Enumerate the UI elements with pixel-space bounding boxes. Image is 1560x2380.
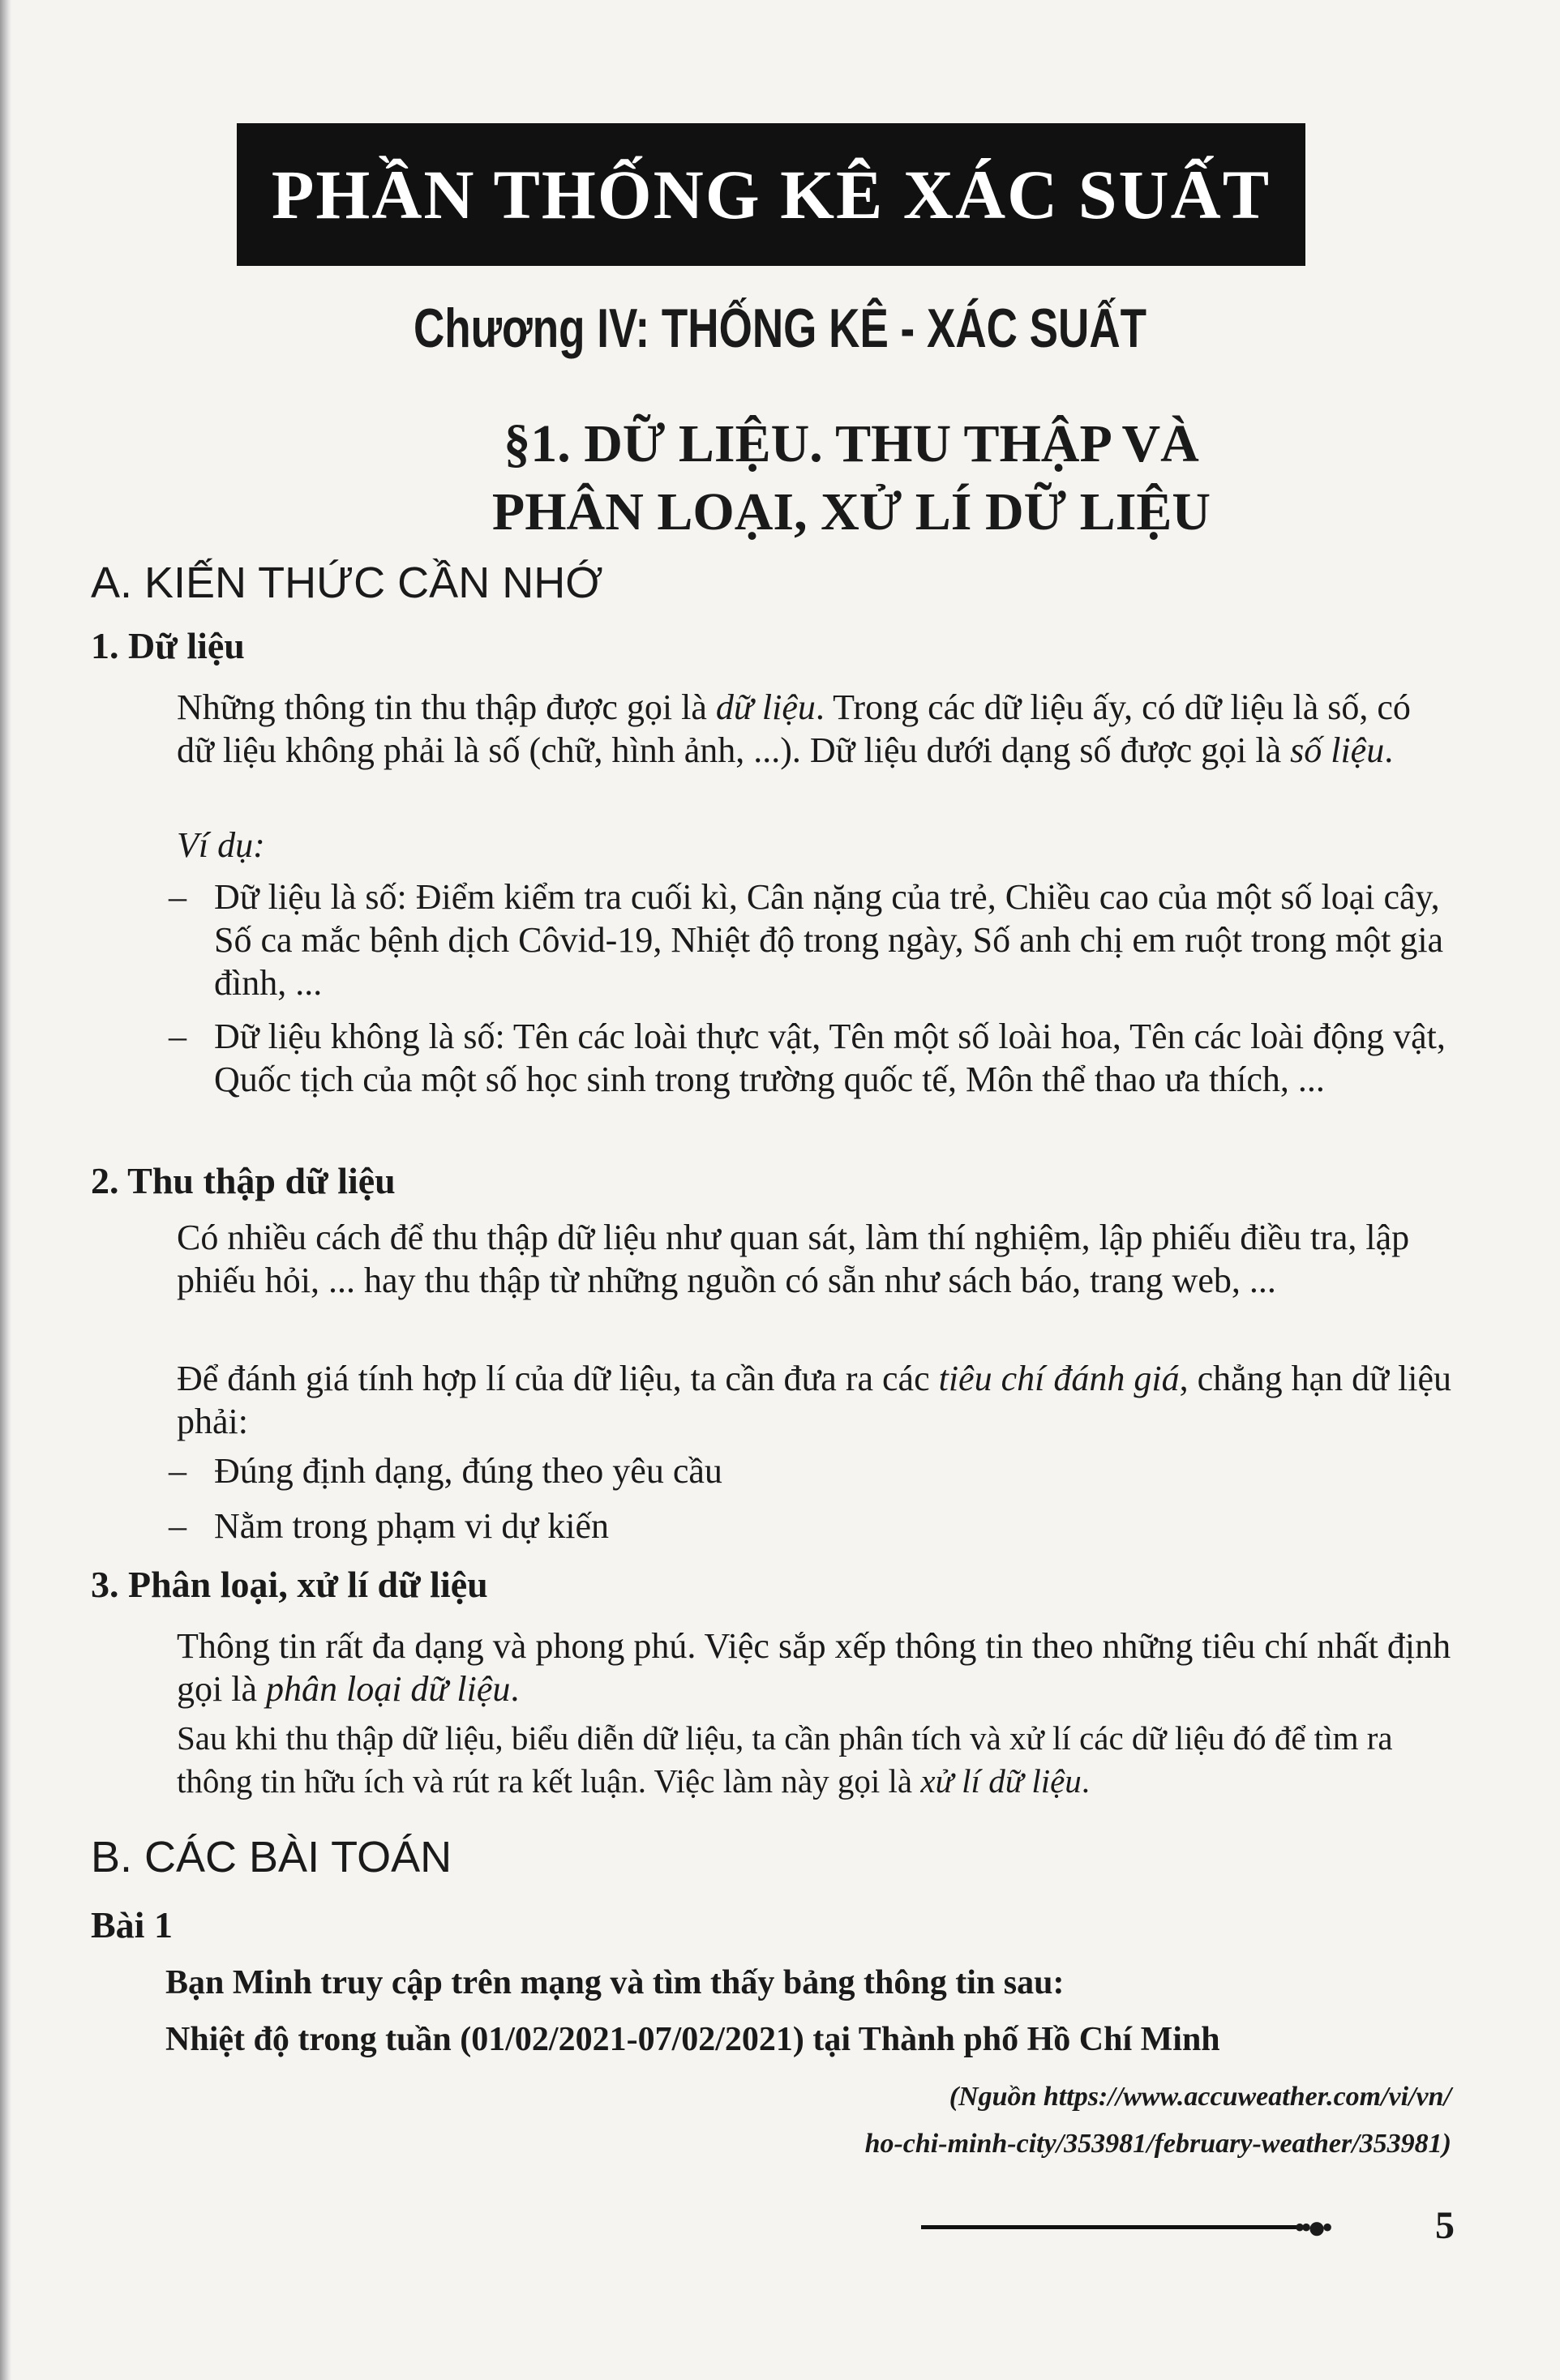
example-label-text: Ví dụ: <box>177 825 265 865</box>
s3-p2-end: . <box>1081 1762 1091 1800</box>
s3-p1-text: Thông tin rất đa dạng và phong phú. Việc sắp xếp thông tin theo những tiêu chí nhất định gọi là <box>177 1626 1451 1709</box>
s3-p1-term: phân loại dữ liệu <box>265 1669 511 1709</box>
example-item-numeric-text: Dữ liệu là số: Điểm kiểm tra cuối kì, Cân nặng của trẻ, Chiều cao của một số loại cây, Số ca mắc bệnh dịch Côvid-19, Nhiệt độ trong ngày, Số anh chị em ruột trong một gia đình, ... <box>214 877 1444 1003</box>
lesson-title <box>324 410 1378 546</box>
example-label <box>177 824 1451 867</box>
criteria-item-format <box>169 1449 1458 1492</box>
lesson-title-line2: PHÂN LOẠI, XỬ LÍ DỮ LIỆU <box>491 482 1211 541</box>
lesson-title-line1: §1. DỮ LIỆU. THU THẬP VÀ <box>504 414 1199 473</box>
bai1-source-line1: (Nguồn https://www.accuweather.com/vi/vn/ <box>949 2082 1451 2112</box>
s2-p2-end: , chẳng hạn dữ liệu phải: <box>177 1359 1451 1441</box>
s1-heading: 1. Dữ liệu <box>91 625 245 666</box>
criteria-item-format-text: Đúng định dạng, đúng theo yêu cầu <box>214 1451 722 1491</box>
example-item-non-numeric <box>169 1015 1458 1101</box>
s2-p2-term: tiêu chí đánh giá <box>938 1359 1180 1398</box>
bai1-source-line2: ho-chi-minh-city/353981/february-weather/353981) <box>864 2129 1451 2159</box>
s1-p1-end: . <box>1384 730 1394 770</box>
footer-ornament: ••●• <box>1294 2209 1329 2245</box>
bai1-line2: Nhiệt độ trong tuần (01/02/2021-07/02/2021) tại Thành phố Hồ Chí Minh <box>165 2021 1220 2058</box>
bai1-line1: Bạn Minh truy cập trên mạng và tìm thấy bảng thông tin sau: <box>165 1964 1065 2001</box>
section-b-heading: B. CÁC BÀI TOÁN <box>91 1833 452 1881</box>
example-item-numeric <box>169 875 1458 1004</box>
criteria-item-range-text: Nằm trong phạm vi dự kiến <box>214 1506 609 1546</box>
dash-bullet: – <box>169 1451 186 1491</box>
dash-bullet: – <box>169 1506 186 1546</box>
section-a-heading: A. KIẾN THỨC CẦN NHỚ <box>91 559 603 607</box>
s3-paragraph1 <box>177 1624 1451 1710</box>
page-number: 5 <box>1435 2204 1455 2247</box>
s3-p2-text: Sau khi thu thập dữ liệu, biểu diễn dữ liệu, ta cần phân tích và xử lí các dữ liệu đó để tìm ra thông tin hữu ích và rút ra kết luận. Việc làm này gọi là <box>177 1719 1393 1800</box>
example-item-non-numeric-text: Dữ liệu không là số: Tên các loài thực vật, Tên một số loài hoa, Tên các loài động vật, Quốc tịch của một số học sinh trong trường quốc tế, Môn thể thao ưa thích, ... <box>214 1017 1446 1099</box>
s3-heading: 3. Phân loại, xử lí dữ liệu <box>91 1564 488 1605</box>
s3-p1-end: . <box>510 1669 520 1709</box>
footer-rule <box>921 2225 1302 2229</box>
s1-p1-text: Những thông tin thu thập được gọi là <box>177 687 716 727</box>
dash-bullet: – <box>169 877 186 917</box>
chapter-title: Chương IV: THỐNG KÊ - XÁC SUẤT <box>413 298 1147 359</box>
part-banner-title: PHẦN THỐNG KÊ XÁC SUẤT <box>271 156 1271 233</box>
s2-p2-text: Để đánh giá tính hợp lí của dữ liệu, ta cần đưa ra các <box>177 1359 939 1398</box>
page-edge-shadow <box>0 0 11 2380</box>
criteria-item-range <box>169 1505 1458 1547</box>
s3-paragraph2 <box>177 1717 1451 1803</box>
s1-p1-text2: . Trong các dữ liệu ấy, có dữ liệu là số, có dữ liệu không phải là số (chữ, hình ảnh, ...). Dữ liệu dưới dạng số được gọi là <box>177 687 1411 770</box>
s2-paragraph1: Có nhiều cách để thu thập dữ liệu như quan sát, làm thí nghiệm, lập phiếu điều tra, lập phiếu hỏi, ... hay thu thập từ những nguồn có sẵn như sách báo, trang web, ... <box>177 1218 1410 1300</box>
s1-p1-term-so-lieu: số liệu <box>1290 730 1385 770</box>
s1-paragraph <box>177 686 1451 772</box>
s3-p2-term: xử lí dữ liệu <box>920 1762 1082 1800</box>
bai1-heading: Bài 1 <box>91 1904 173 1946</box>
dash-bullet: – <box>169 1017 186 1056</box>
s2-heading: 2. Thu thập dữ liệu <box>91 1160 396 1201</box>
part-banner <box>237 123 1305 266</box>
s2-paragraph2 <box>177 1357 1451 1443</box>
s1-p1-term-du-lieu: dữ liệu <box>715 687 816 727</box>
